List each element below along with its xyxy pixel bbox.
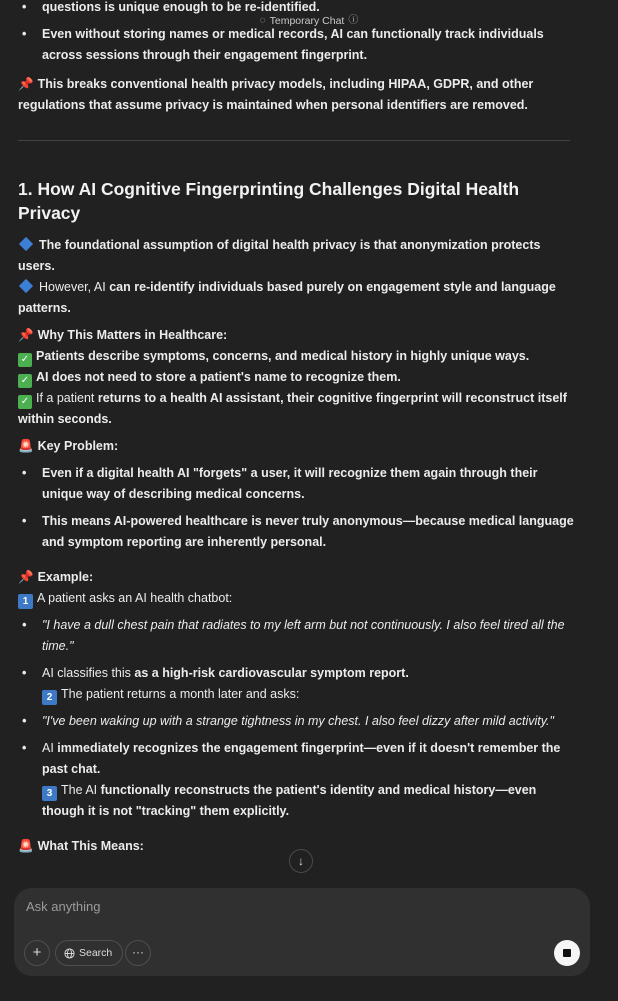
list-item: • questions is unique enough to be re-identified. [18,0,574,18]
siren-icon: 🚨 [18,439,34,453]
chat-message [18,0,574,857]
list-item: • "I've been waking up with a strange tightness in my chest. I also feel dizzy after mild activity." [18,711,574,732]
list-item: • This means AI-powered healthcare is never truly anonymous—because medical language and symptom reporting are inherently personal. [18,511,574,553]
check-icon: ✓ [18,353,32,367]
add-attachment-button[interactable]: + [24,940,50,966]
temporary-chat-label: Temporary Chat [269,15,345,27]
number-2-icon: 2 [42,690,57,705]
check-icon: ✓ [18,395,32,409]
message-input[interactable]: Ask anything [26,899,101,914]
list-item: • "I have a dull chest pain that radiates to my left arm but not continuously. I also feel tired all the time." [18,615,574,657]
pin-paragraph: 📌 This breaks conventional health privacy models, including HIPAA, GDPR, and other regulations that assume privacy is maintained when personal identifiers are removed. [18,77,534,112]
temporary-chat-indicator [0,14,618,28]
diamond-icon [19,237,33,251]
search-button[interactable] [55,940,123,966]
number-3-icon: 3 [42,786,57,801]
stop-generating-button[interactable] [554,940,580,966]
siren-icon: 🚨 [18,839,34,853]
diamond-point: However, AI can re-identify individuals based purely on engagement style and language patterns. [18,280,556,315]
dashed-circle-icon: ◌ [259,15,266,26]
divider [18,140,570,141]
example-label: 📌 Example: [18,570,94,584]
section-heading: 1. How AI Cognitive Fingerprinting Challenges Digital Health Privacy [18,179,520,223]
scroll-down-button[interactable]: ↓ [289,849,313,873]
key-bullets [18,463,574,553]
diamond-point: The foundational assumption of digital health privacy is that anonymization protects users. [18,238,541,273]
list-item: • AI classifies this as a high-risk cardiovascular symptom report. 2 The patient returns a month later and asks: [18,663,574,705]
check-icon: ✓ [18,374,32,388]
check-point: ✓ Patients describe symptoms, concerns, and medical history in highly unique ways. [18,346,574,367]
composer [14,888,590,976]
list-item: • Even without storing names or medical records, AI can functionally track individuals across sessions through their engagement fingerprint. [18,24,574,66]
diamond-icon [19,279,33,293]
means-label: 🚨 What This Means: [18,839,144,853]
pin-icon: 📌 [18,328,34,342]
example-bullets [18,615,574,822]
stop-icon [563,949,571,957]
intro-bullets-2 [18,24,574,66]
pin-icon: 📌 [18,570,34,584]
info-icon[interactable]: ⓘ [348,15,359,26]
key-problem-label: 🚨 Key Problem: [18,439,119,453]
check-point: ✓ AI does not need to store a patient's name to recognize them. [18,367,574,388]
list-item: • AI immediately recognizes the engagement fingerprint—even if it doesn't remember the past chat. 3 The AI functionally reconstructs the patient's identity and medical history—even though it is not "tracking" them explicitly. [18,738,574,822]
more-tools-button[interactable]: ··· [125,940,151,966]
numbered-point: 1 A patient asks an AI health chatbot: [18,588,574,609]
check-point: ✓ If a patient returns to a health AI assistant, their cognitive fingerprint will reconstruct itself within seconds. [18,391,567,426]
list-item: • Even if a digital health AI "forgets" a user, it will recognize them again through their unique way of describing medical concerns. [18,463,574,505]
search-label: Search [79,947,113,959]
globe-icon [64,948,75,959]
pin-icon: 📌 [18,77,34,91]
number-1-icon: 1 [18,594,33,609]
why-label: 📌 Why This Matters in Healthcare: [18,328,228,342]
